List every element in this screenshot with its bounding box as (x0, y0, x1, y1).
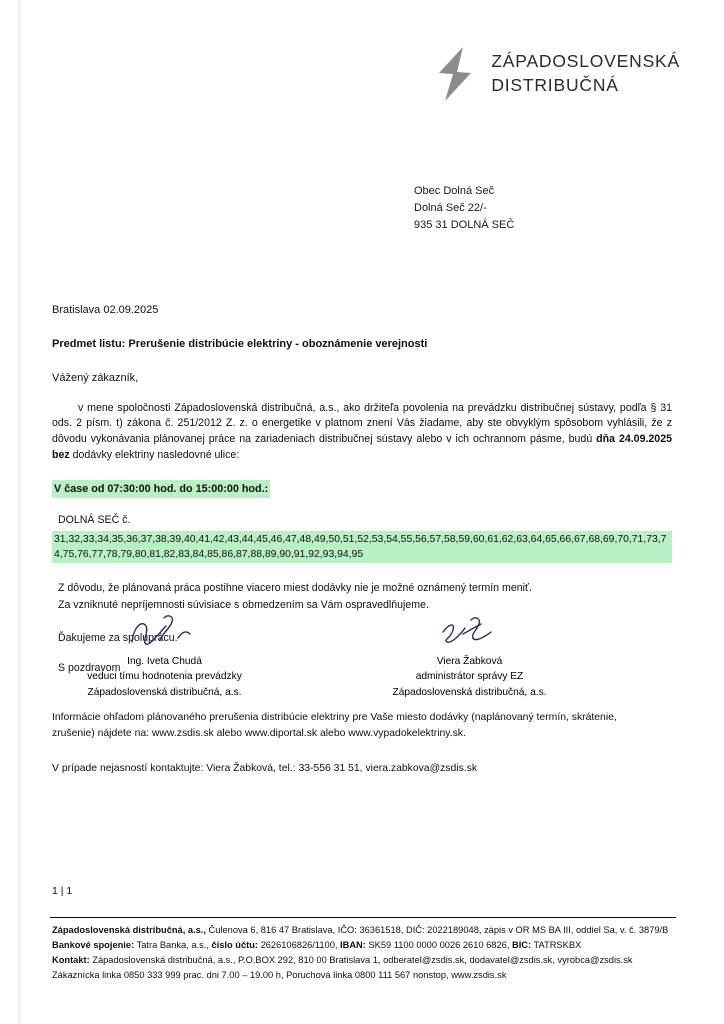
signer-name: Ing. Iveta Chudá (127, 656, 202, 667)
outage-date: dňa 24.09.2025 (596, 433, 672, 446)
footer-account-number: 2626106826/1100, (258, 940, 341, 951)
main-paragraph (52, 401, 672, 465)
info-line-1: Informácie ohľadom plánovaného prerušenia distribúcie elektriny pre Vaše miesto dodávky (naplánovaný termín, skrátenie, (52, 712, 617, 723)
footer-block (52, 923, 682, 983)
place-and-date: Bratislava 02.09.2025 (52, 304, 159, 316)
page-number: 1 | 1 (52, 885, 73, 897)
notice-line-2: Za vzniknuté nepríjemnosti súvisiace s obmedzením sa Vám ospravedlňujeme. (58, 599, 429, 612)
company-logo (433, 46, 680, 102)
handwritten-signature-icon (357, 612, 582, 654)
salutation: Vážený zákazník, (52, 372, 139, 384)
info-paragraph (52, 710, 677, 741)
notice-line-1: Z dôvodu, že plánovaná práca postihne viacero miest dodávky nie je možné oznámený termín meniť. (58, 582, 532, 595)
footer-divider (50, 917, 676, 918)
regards-line: S pozdravom (58, 662, 121, 675)
house-numbers-list: 31,32,33,34,35,36,37,38,39,40,41,42,43,44,45,46,47,48,49,50,51,52,53,54,55,56,57,58,59,60,61,62,63,64,65,66,67,68,69,70,71,73,74,75,76,77,78,79,80,81,82,83,84,85,86,87,88,89,90,91,92,93,94,95 (52, 531, 672, 563)
footer-contact-details: Západoslovenská distribučná, a.s., P.O.BOX 292, 810 00 Bratislava 1, odberatel@zsdis.sk, dodavatel@zsdis.sk, vyrobca@zsdis.sk (89, 955, 633, 966)
signature-area (52, 612, 672, 700)
footer-line-2 (52, 938, 682, 953)
main-paragraph-tail: dodávky elektriny nasledovné ulice: (69, 449, 240, 462)
subject-line: Predmet listu: Prerušenie distribúcie elektriny - oboznámenie verejnosti (52, 337, 428, 350)
word-bez: bez (52, 449, 70, 462)
main-paragraph-text: v mene spoločnosti Západoslovenská distribučná, a.s., ako držiteľa povolenia na prevádzku distribučnej sústavy, podľa § 31 ods. 2 písm. t) zákona č. 251/2012 Z. z. o energetike v platnom znení Vás žiadame, aby ste obvyklým spôsobom vyhlásili, že z dôvodu vykonávania plánovanej práce na zariadeniach distribučnej sústavy alebo v ich ochrannom pásme, budú (52, 401, 672, 446)
logo-line-2: DISTRIBUČNÁ (491, 75, 619, 95)
footer-contact-label: Kontakt: (52, 955, 90, 966)
footer-line-4: Zákaznícka linka 0850 333 999 prac. dni 7.00 – 19.00 h, Poruchová linka 0800 111 567 nonstop, www.zsdis.sk (52, 970, 507, 981)
handwritten-signature-icon (52, 612, 277, 654)
footer-iban-value: SK59 1100 0000 0026 2610 6826, (365, 940, 512, 951)
street-heading: DOLNÁ SEČ č. (58, 514, 131, 527)
signer-role: administrátor správy EZ (415, 671, 524, 683)
info-line-2: zrušenie) nájdete na: www.zsdis.sk alebo www.diportal.sk alebo www.vypadokelektriny.sk. (52, 727, 466, 739)
footer-iban-label: IBAN: (340, 940, 366, 951)
footer-company-details: Čulenova 6, 816 47 Bratislava, IČO: 36361518, DIČ: 2022189048, zápis v OR MS BA III, oddiel Sa, v. č. 3879/B (205, 925, 669, 935)
footer-line-3 (52, 953, 682, 968)
time-range-wrapper (52, 468, 672, 498)
footer-bic-value: TATRSKBX (531, 940, 582, 951)
address-line-3: 935 31 DOLNÁ SEČ (414, 219, 515, 232)
signer-company: Západoslovenská distribučná, a.s. (87, 686, 242, 698)
footer-bank-name: Tatra Banka, a.s., (134, 940, 212, 951)
signature-block-right (357, 612, 672, 700)
logo-wordmark (491, 50, 680, 97)
lightning-bolt-icon (433, 46, 477, 102)
address-line-2: Dolná Seč 22/- (414, 202, 487, 215)
page-edge-shadow (18, 0, 22, 1024)
outage-time-range: V čase od 07:30:00 hod. do 15:00:00 hod.: (52, 480, 270, 498)
thanks-line: Ďakujeme za spoluprácu. (58, 632, 178, 645)
signer-company: Západoslovenská distribučná, a.s. (392, 686, 547, 698)
footer-bic-label: BIC: (512, 940, 532, 951)
signature-block-left (52, 612, 357, 700)
signer-role: veduci tímu hodnotenia prevádzky (87, 671, 242, 683)
notice-paragraph (58, 580, 672, 614)
footer-line-1 (52, 923, 682, 938)
footer-company-name: Západoslovenská distribučná, a.s., (52, 925, 206, 935)
signer-name: Viera Žabková (436, 656, 503, 667)
contact-paragraph: V prípade nejasností kontaktujte: Viera Žabková, tel.: 33-556 31 51, viera.zabkova@zsdis.sk (52, 763, 478, 774)
address-line-1: Obec Dolná Seč (414, 185, 495, 197)
footer-bank-label: Bankové spojenie: (52, 940, 135, 951)
recipient-address (414, 183, 514, 234)
logo-line-1: ZÁPADOSLOVENSKÁ (491, 51, 680, 72)
footer-account-label: číslo účtu: (211, 940, 258, 951)
